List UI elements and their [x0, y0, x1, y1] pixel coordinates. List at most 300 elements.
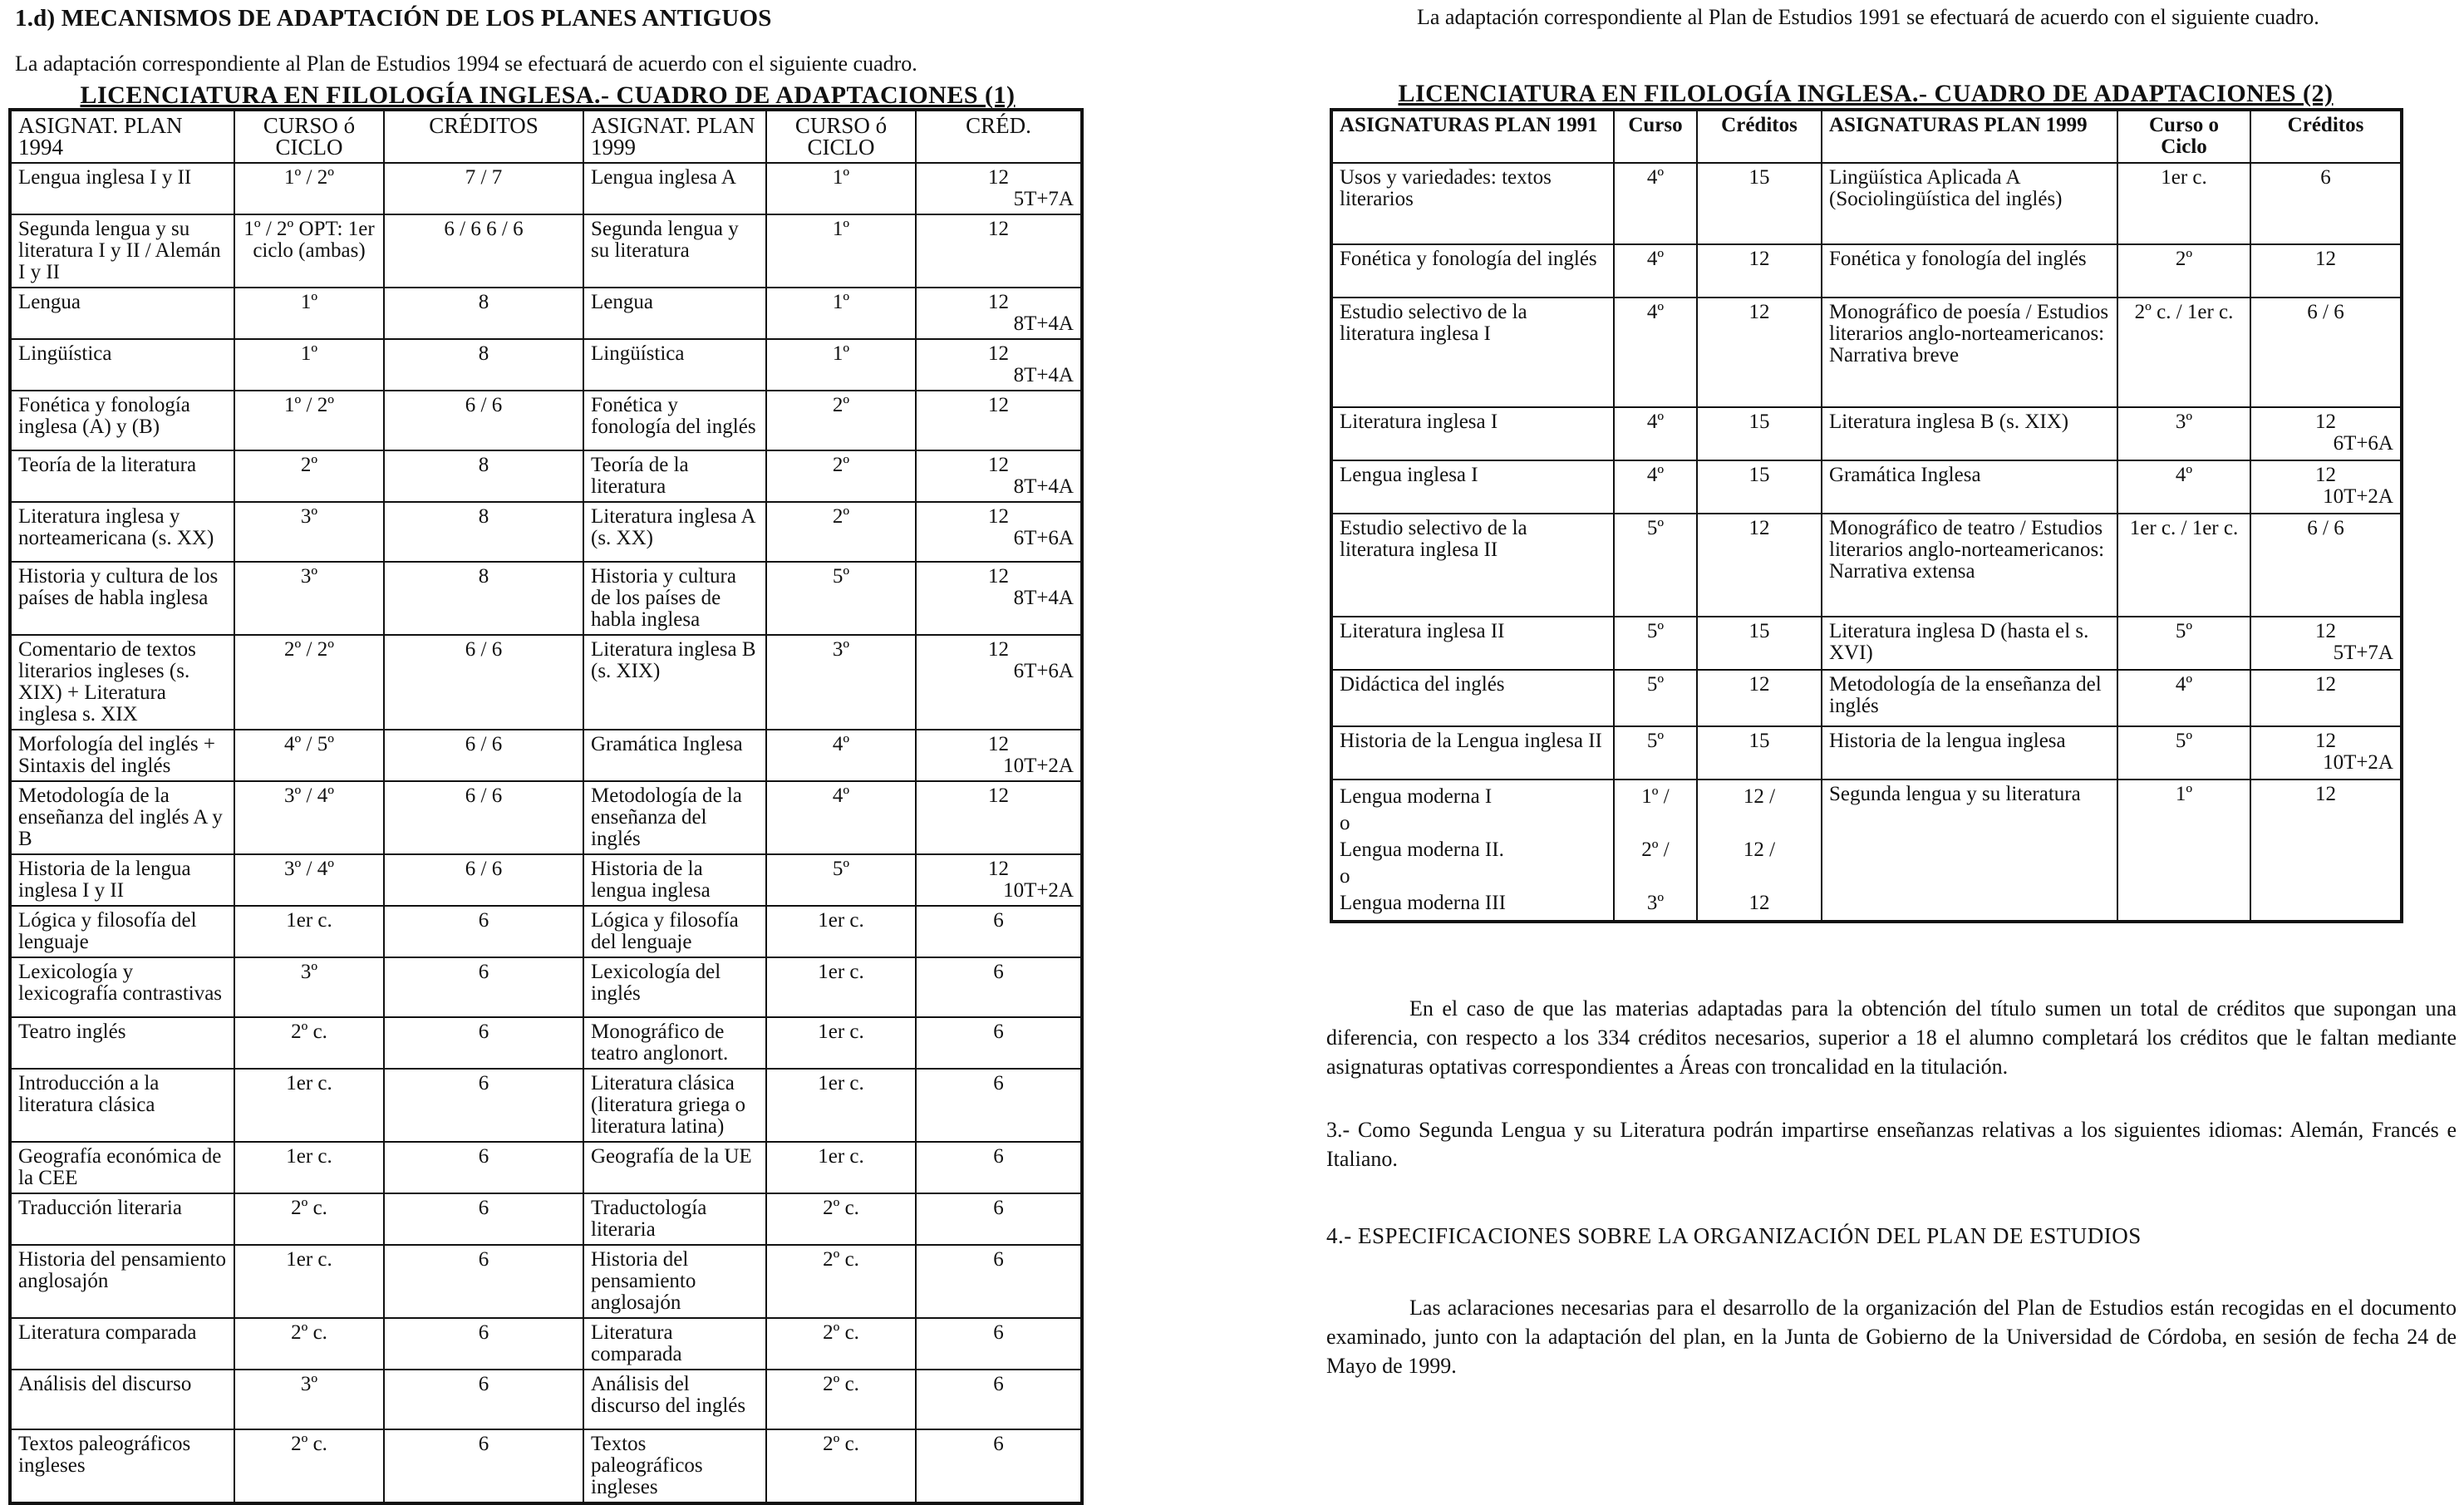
table-cell: 2º c. [234, 1193, 384, 1245]
credits-value: 6 [993, 1021, 1004, 1043]
table-row [10, 1245, 1082, 1318]
credits-value: 12 [988, 858, 1009, 880]
table-cell: 1º [766, 288, 916, 339]
table-cell: 2º c. [766, 1370, 916, 1429]
table-cell: 2º [766, 450, 916, 502]
table-row [1331, 460, 2402, 514]
table-header-row [1331, 110, 2402, 163]
cell-line [1704, 810, 1814, 837]
table-cell: 1er c. [234, 906, 384, 957]
table-row [1331, 726, 2402, 780]
table-cell: Lengua inglesa I y II [10, 163, 234, 214]
table-cell: 1er c. [234, 1245, 384, 1318]
table-row [1331, 163, 2402, 244]
table-cell: 6 [384, 957, 583, 1017]
table-cell: Lexicología del inglés [583, 957, 766, 1017]
table-cell: 1º / 2º [234, 391, 384, 450]
credits-cell [916, 854, 1082, 906]
table-row [10, 957, 1082, 1017]
cell-line: 12 / [1743, 839, 1776, 861]
table-cell: 2º / 2º [234, 635, 384, 730]
credits-cell [916, 391, 1082, 450]
credits-value: 6 [993, 1373, 1004, 1395]
credits-breakdown: 10T+2A [2323, 751, 2393, 774]
table-cell: 1er c. [766, 957, 916, 1017]
credits-cell [916, 163, 1082, 214]
table-row [1331, 670, 2402, 726]
table-cell: Lengua inglesa I [1331, 460, 1614, 514]
table-cell: Lengua inglesa A [583, 163, 766, 214]
credits-value: 12 [988, 394, 1009, 416]
col-header: Créditos [1697, 110, 1822, 163]
table-cell: 6 / 6 [384, 730, 583, 781]
table-row [10, 730, 1082, 781]
credits-breakdown: 5T+7A [2333, 642, 2393, 664]
table-cell: 12 [1697, 298, 1822, 407]
credits-breakdown: 8T+4A [1013, 312, 1074, 335]
table-cell: Monográfico de poesía / Estudios literarios anglo-norteamericanos: Narrativa breve [1822, 298, 2117, 407]
table-cell: 3º [234, 502, 384, 562]
table-cell: 2º c. / 1er c. [2117, 298, 2250, 407]
table-cell: 7 / 7 [384, 163, 583, 214]
table-cell: Teoría de la literatura [10, 450, 234, 502]
table-row [10, 163, 1082, 214]
credits-cell [916, 1318, 1082, 1370]
table-cell: 2º c. [234, 1429, 384, 1503]
table-cell: 1er c. [234, 1069, 384, 1142]
credits-value: 12 [988, 218, 1009, 240]
credits-value: 12 [2315, 673, 2336, 696]
table-cell: Estudio selectivo de la literatura inglesa I [1331, 298, 1614, 407]
table-cell: Literatura inglesa y norteamericana (s. XX) [10, 502, 234, 562]
table-cell: 2º [766, 391, 916, 450]
table-cell: Literatura inglesa A (s. XX) [583, 502, 766, 562]
table-cell: 5º [766, 562, 916, 635]
col-header: CRÉD. [916, 110, 1082, 163]
table-cell: Historia y cultura de los países de habla inglesa [10, 562, 234, 635]
table-cell: 4º [2117, 460, 2250, 514]
table-cell: Lingüística [10, 339, 234, 391]
table-cell: 1º / 2º OPT: 1er ciclo (ambas) [234, 214, 384, 288]
table-cell: 1º [2117, 780, 2250, 922]
credits-value: 12 [2315, 464, 2336, 486]
credits-value: 12 [988, 638, 1009, 661]
table-cell: 3º / 4º [234, 781, 384, 854]
paragraph-aclaraciones: Las aclaraciones necesarias para el desarrollo de la organización del Plan de Estudios están recogidas en el documento examinado, junto con la adaptación del plan, en la Junta de Gobierno de la Universidad de Córdoba, en sesión de fecha 24 de Mayo de 1999. [1326, 1296, 2457, 1378]
table-row [10, 288, 1082, 339]
table-cell: Lingüística Aplicada A (Sociolingüística del inglés) [1822, 163, 2117, 244]
credits-cell [916, 1245, 1082, 1318]
table-cell: 12 [1697, 514, 1822, 617]
table-cell: Usos y variedades: textos literarios [1331, 163, 1614, 244]
credits-breakdown: 10T+2A [2323, 485, 2393, 508]
table-cell: 3º [766, 635, 916, 730]
paragraph-credits: En el caso de que las materias adaptadas para la obtención del título sumen un total de créditos que supongan una diferencia, con respecto a los 334 créditos necesarios, superior a 18 el alumno completará los créditos que le faltan mediante asignaturas optativas correspondientes a Áreas con troncalidad en la titulación. [1326, 996, 2457, 1079]
credits-cell [2250, 617, 2402, 670]
table-cell: 1º [766, 339, 916, 391]
table-cell: Traductología literaria [583, 1193, 766, 1245]
table-cell: Metodología de la enseñanza del inglés A y B [10, 781, 234, 854]
credits-cell [2250, 726, 2402, 780]
credits-value: 6 / 6 [2307, 517, 2344, 539]
table-cell: Traducción literaria [10, 1193, 234, 1245]
paragraph-second-language: 3.- Como Segunda Lengua y su Literatura podrán impartirse enseñanzas relativas a los siguientes idiomas: Alemán, Francés e Italiano. [1326, 1118, 2457, 1171]
table-cell: 6 [384, 1429, 583, 1503]
table-cell: Monográfico de teatro anglonort. [583, 1017, 766, 1069]
table-cell: Historia de la lengua inglesa I y II [10, 854, 234, 906]
table-cell: 6 [384, 1017, 583, 1069]
credits-value: 6 [993, 1072, 1004, 1094]
table-cell: 2º c. [234, 1318, 384, 1370]
table-cell: Análisis del discurso del inglés [583, 1370, 766, 1429]
table-cell: 1º [234, 288, 384, 339]
table-cell: Lógica y filosofía del lenguaje [10, 906, 234, 957]
table-cell: 5º [1614, 726, 1697, 780]
table-cell: 8 [384, 502, 583, 562]
credits-cell [2250, 298, 2402, 407]
table-cell: 2º [2117, 244, 2250, 298]
table-cell: 3º / 4º [234, 854, 384, 906]
table-cell: 12 [1697, 670, 1822, 726]
credits-cell [916, 339, 1082, 391]
table-cell: Morfología del inglés + Sintaxis del inglés [10, 730, 234, 781]
table-cell: Fonética y fonología del inglés [1331, 244, 1614, 298]
table-cell: Literatura inglesa II [1331, 617, 1614, 670]
table-cell: Geografía de la UE [583, 1142, 766, 1193]
col-header: ASIGNAT. PLAN 1999 [583, 110, 766, 163]
table-cell: Lexicología y lexicografía contrastivas [10, 957, 234, 1017]
col-header: CURSO ó CICLO [766, 110, 916, 163]
table-cell: 1º [766, 163, 916, 214]
table-cell: 2º [766, 502, 916, 562]
col-header: ASIGNATURAS PLAN 1991 [1331, 110, 1614, 163]
table-cell [1614, 780, 1697, 922]
credits-value: 6 [993, 909, 1004, 932]
table-cell: Historia del pensamiento anglosajón [583, 1245, 766, 1318]
table-cell: Lengua [10, 288, 234, 339]
cell-line [1621, 863, 1689, 890]
table-cell: Gramática Inglesa [583, 730, 766, 781]
table-cell: Literatura inglesa B (s. XIX) [583, 635, 766, 730]
credits-value: 12 [988, 784, 1009, 807]
table-cell: Literatura inglesa I [1331, 407, 1614, 460]
table-cell: 15 [1697, 460, 1822, 514]
col-header: ASIGNATURAS PLAN 1999 [1822, 110, 2117, 163]
table-cell: Historia y cultura de los países de habla inglesa [583, 562, 766, 635]
credits-cell [2250, 514, 2402, 617]
cell-line: Lengua moderna II. [1340, 839, 1504, 861]
table-row [10, 339, 1082, 391]
credits-cell [916, 1142, 1082, 1193]
table-cell: Lengua [583, 288, 766, 339]
table-cell: Introducción a la literatura clásica [10, 1069, 234, 1142]
table-cell: 2º c. [234, 1017, 384, 1069]
table-cell: 2º c. [766, 1245, 916, 1318]
table-cell: 8 [384, 450, 583, 502]
table-row [10, 781, 1082, 854]
table-row [1331, 244, 2402, 298]
credits-cell [916, 1069, 1082, 1142]
section-heading-especificaciones: 4.- ESPECIFICACIONES SOBRE LA ORGANIZACIÓN DEL PLAN DE ESTUDIOS [1326, 1223, 2142, 1248]
table-cell: 15 [1697, 407, 1822, 460]
table-row [10, 635, 1082, 730]
credits-cell [916, 957, 1082, 1017]
table-cell: 1º [234, 339, 384, 391]
table-cell: 5º [766, 854, 916, 906]
table-cell: Didáctica del inglés [1331, 670, 1614, 726]
table-row [10, 1193, 1082, 1245]
cell-line: Lengua moderna I [1340, 785, 1493, 808]
credits-cell [2250, 244, 2402, 298]
table-cell: 6 / 6 [384, 391, 583, 450]
col-header: CRÉDITOS [384, 110, 583, 163]
credits-value: 12 [988, 565, 1009, 588]
table-cell: 1er c. [766, 1017, 916, 1069]
credits-cell [916, 1370, 1082, 1429]
table-cell: Metodología de la enseñanza del inglés [1822, 670, 2117, 726]
table-cell: 3º [234, 1370, 384, 1429]
table-cell: 4º [2117, 670, 2250, 726]
table-cell: Historia de la lengua inglesa [583, 854, 766, 906]
table-cell: Textos paleográficos ingleses [583, 1429, 766, 1503]
credits-breakdown: 6T+6A [1013, 527, 1074, 549]
table-row [10, 1429, 1082, 1503]
credits-value: 12 [988, 505, 1009, 528]
table-cell: 5º [1614, 617, 1697, 670]
credits-value: 12 [2315, 620, 2336, 642]
table-cell: 4º [1614, 244, 1697, 298]
credits-value: 6 [993, 961, 1004, 983]
credits-cell [2250, 407, 2402, 460]
credits-value: 12 [2315, 730, 2336, 752]
table-row [1331, 514, 2402, 617]
table-cell: Segunda lengua y su literatura I y II / Alemán I y II [10, 214, 234, 288]
credits-breakdown: 6T+6A [1013, 660, 1074, 682]
table-cell: 1º / 2º [234, 163, 384, 214]
credits-breakdown: 10T+2A [1003, 879, 1074, 902]
right-intro-text: La adaptación correspondiente al Plan de Estudios 1991 se efectuará de acuerdo con el siguiente cuadro. [1417, 5, 2319, 29]
table-cell: Historia de la Lengua inglesa II [1331, 726, 1614, 780]
credits-cell [916, 1017, 1082, 1069]
credits-cell [916, 635, 1082, 730]
credits-value: 12 [988, 733, 1009, 755]
table-cell: 3º [2117, 407, 2250, 460]
table-cell: Análisis del discurso [10, 1370, 234, 1429]
credits-cell [916, 562, 1082, 635]
credits-value: 6 [993, 1433, 1004, 1455]
table-cell: 5º [2117, 726, 2250, 780]
table-cell: 6 / 6 [384, 854, 583, 906]
table-row [10, 1318, 1082, 1370]
table-row [1331, 780, 2402, 922]
table-row [10, 391, 1082, 450]
cell-line: Lengua moderna III [1340, 892, 1506, 914]
table-cell: Geografía económica de la CEE [10, 1142, 234, 1193]
credits-breakdown: 10T+2A [1003, 755, 1074, 777]
table-cell: 1er c. [766, 1142, 916, 1193]
table-cell: Segunda lengua y su literatura [1822, 780, 2117, 922]
credits-cell [916, 1193, 1082, 1245]
table-cell: 3º [234, 957, 384, 1017]
table-cell: Literatura inglesa D (hasta el s. XVI) [1822, 617, 2117, 670]
credits-value: 6 / 6 [2307, 301, 2344, 323]
table-cell: Gramática Inglesa [1822, 460, 2117, 514]
credits-cell [2250, 163, 2402, 244]
credits-cell [916, 1429, 1082, 1503]
table-cell: Estudio selectivo de la literatura inglesa II [1331, 514, 1614, 617]
table-cell: Fonética y fonología inglesa (A) y (B) [10, 391, 234, 450]
credits-breakdown: 8T+4A [1013, 364, 1074, 386]
table-cell: 4º [1614, 407, 1697, 460]
table-cell: 6 [384, 1370, 583, 1429]
credits-value: 6 [993, 1321, 1004, 1344]
table-cell: 6 [384, 1069, 583, 1142]
credits-value: 6 [993, 1197, 1004, 1219]
table-row [10, 1017, 1082, 1069]
table-cell: 15 [1697, 726, 1822, 780]
cell-line: 1º / [1641, 785, 1670, 808]
section-heading-mecanismos: 1.d) MECANISMOS DE ADAPTACIÓN DE LOS PLANES ANTIGUOS [15, 5, 772, 32]
table-row [1331, 298, 2402, 407]
col-header: Créditos [2250, 110, 2402, 163]
credits-value: 12 [988, 291, 1009, 313]
table-row [1331, 617, 2402, 670]
table-row [10, 906, 1082, 957]
table-cell: Fonética y fonología del inglés [583, 391, 766, 450]
credits-value: 12 [988, 166, 1009, 189]
table-cell: 12 [1697, 244, 1822, 298]
cell-line [1621, 810, 1689, 837]
credits-value: 12 [2315, 248, 2336, 270]
table-cell: 15 [1697, 617, 1822, 670]
col-header: Curso o Ciclo [2117, 110, 2250, 163]
credits-value: 12 [2315, 411, 2336, 433]
credits-cell [916, 730, 1082, 781]
table-cell: 4º [766, 730, 916, 781]
table-cell: 15 [1697, 163, 1822, 244]
table-cell: 6 / 6 6 / 6 [384, 214, 583, 288]
adaptation-table-2 [1330, 108, 2403, 923]
table-row [10, 854, 1082, 906]
table-cell: 2º c. [766, 1429, 916, 1503]
table-cell: 2º c. [766, 1318, 916, 1370]
credits-value: 6 [2320, 166, 2331, 189]
table-row [10, 1142, 1082, 1193]
table-cell: 6 [384, 1245, 583, 1318]
table-cell: 5º [1614, 670, 1697, 726]
table-cell: Literatura comparada [10, 1318, 234, 1370]
table-cell: 1er c. [2117, 163, 2250, 244]
cell-line: o [1340, 865, 1350, 888]
table-cell: Comentario de textos literarios ingleses (s. XIX) + Literatura inglesa s. XIX [10, 635, 234, 730]
credits-cell [916, 288, 1082, 339]
cell-line: o [1340, 812, 1350, 834]
table-cell: 8 [384, 339, 583, 391]
table-cell: Literatura clásica (literatura griega o literatura latina) [583, 1069, 766, 1142]
table-cell: Lingüística [583, 339, 766, 391]
table-row [1331, 407, 2402, 460]
left-intro-text: La adaptación correspondiente al Plan de Estudios 1994 se efectuará de acuerdo con el siguiente cuadro. [15, 52, 917, 76]
table-cell: 4º [766, 781, 916, 854]
adaptation-table-1 [8, 108, 1084, 1505]
table-cell: 6 [384, 1142, 583, 1193]
table-cell: Fonética y fonología del inglés [1822, 244, 2117, 298]
table-cell: 8 [384, 288, 583, 339]
credits-cell [916, 781, 1082, 854]
table-row [10, 1370, 1082, 1429]
table-row [10, 562, 1082, 635]
table-cell: 1er c. / 1er c. [2117, 514, 2250, 617]
table-cell [1697, 780, 1822, 922]
credits-cell [916, 502, 1082, 562]
credits-value: 12 [988, 454, 1009, 476]
col-header: Curso [1614, 110, 1697, 163]
cell-line: 2º / [1641, 839, 1670, 861]
left-table-caption: LICENCIATURA EN FILOLOGÍA INGLESA.- CUADRO DE ADAPTACIONES (1) [80, 81, 1016, 109]
table-cell: 1º [766, 214, 916, 288]
credits-value: 6 [993, 1248, 1004, 1271]
table-cell: 6 / 6 [384, 635, 583, 730]
table-cell: 8 [384, 562, 583, 635]
table-cell: Segunda lengua y su literatura [583, 214, 766, 288]
table-cell: 2º [234, 450, 384, 502]
table-cell: 4º [1614, 460, 1697, 514]
credits-cell [916, 906, 1082, 957]
right-table-caption: LICENCIATURA EN FILOLOGÍA INGLESA.- CUADRO DE ADAPTACIONES (2) [1398, 80, 2334, 107]
table-cell: Monográfico de teatro / Estudios literarios anglo-norteamericanos: Narrativa extensa [1822, 514, 2117, 617]
table-row [10, 1069, 1082, 1142]
table-row [10, 214, 1082, 288]
credits-breakdown: 8T+4A [1013, 587, 1074, 609]
credits-breakdown: 5T+7A [1013, 188, 1074, 210]
table-cell [1331, 780, 1614, 922]
col-header: ASIGNAT. PLAN 1994 [10, 110, 234, 163]
credits-cell [2250, 460, 2402, 514]
table-cell: 5º [1614, 514, 1697, 617]
cell-line: 12 / [1743, 785, 1776, 808]
table-cell: Historia del pensamiento anglosajón [10, 1245, 234, 1318]
cell-line: 12 [1748, 892, 1770, 914]
cell-line: 3º [1646, 892, 1665, 914]
table-cell: 6 [384, 1193, 583, 1245]
table-cell: 1er c. [766, 1069, 916, 1142]
table-cell: Teoría de la literatura [583, 450, 766, 502]
table-cell: 4º / 5º [234, 730, 384, 781]
table-cell: Metodología de la enseñanza del inglés [583, 781, 766, 854]
table-cell: Textos paleográficos ingleses [10, 1429, 234, 1503]
table-cell: Teatro inglés [10, 1017, 234, 1069]
table-cell: Literatura inglesa B (s. XIX) [1822, 407, 2117, 460]
col-header: CURSO ó CICLO [234, 110, 384, 163]
table-cell: 4º [1614, 298, 1697, 407]
table-cell: 6 [384, 1318, 583, 1370]
table-cell: Historia de la lengua inglesa [1822, 726, 2117, 780]
table-row [10, 502, 1082, 562]
table-cell: 6 [384, 906, 583, 957]
credits-cell [916, 214, 1082, 288]
table-row [10, 450, 1082, 502]
table-cell: 1er c. [234, 1142, 384, 1193]
credits-cell [916, 450, 1082, 502]
credits-value: 6 [993, 1145, 1004, 1168]
cell-line [1704, 863, 1814, 890]
credits-breakdown: 6T+6A [2333, 432, 2393, 455]
table-cell: Lógica y filosofía del lenguaje [583, 906, 766, 957]
credits-breakdown: 8T+4A [1013, 475, 1074, 498]
table-header-row [10, 110, 1082, 163]
credits-value: 12 [988, 342, 1009, 365]
table-cell: 5º [2117, 617, 2250, 670]
